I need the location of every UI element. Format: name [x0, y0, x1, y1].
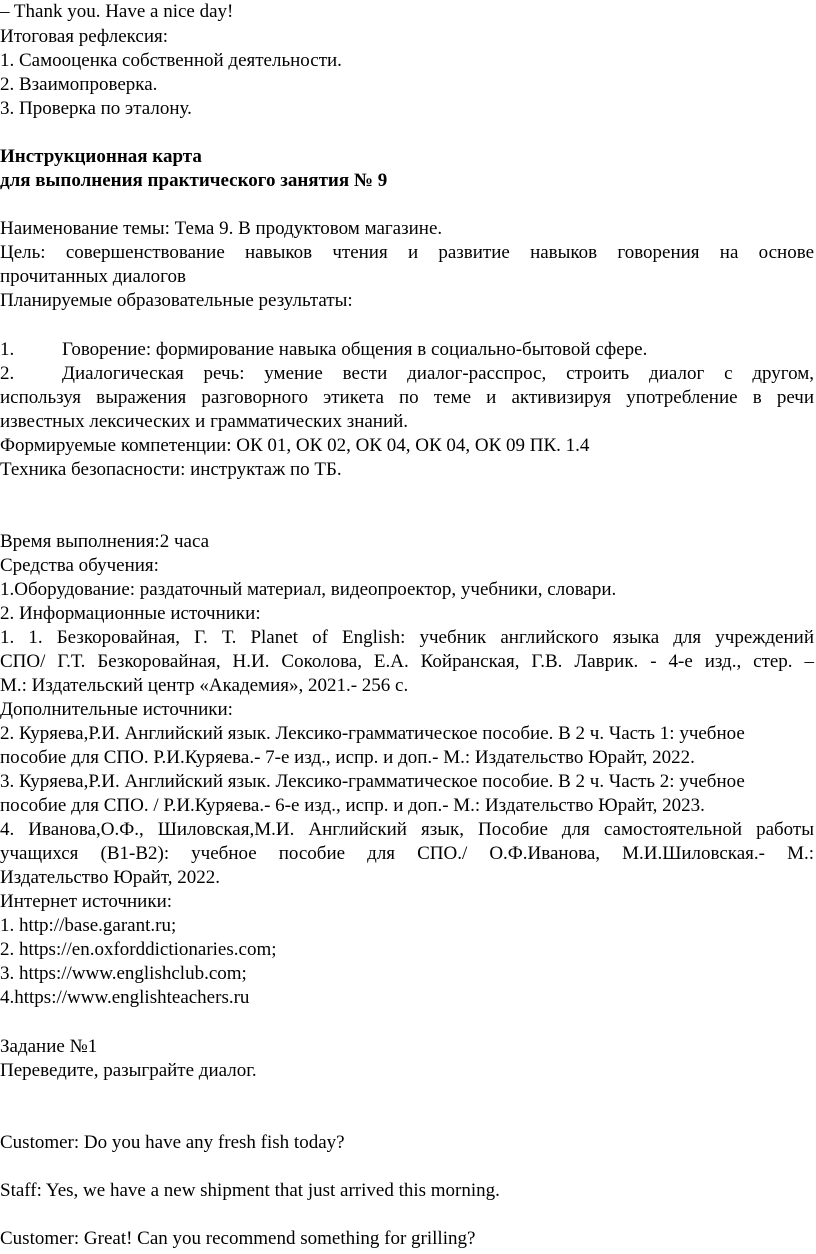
- reflection-item: 3. Проверка по эталону.: [0, 98, 192, 119]
- goal-line-cont: прочитанных диалогов: [0, 266, 186, 287]
- card-subtitle: для выполнения практического занятия № 9: [0, 170, 388, 191]
- dialog-line: Customer: Do you have any fresh fish today?: [0, 1132, 345, 1153]
- internet-link: 4.https://www.englishteachers.ru: [0, 987, 250, 1008]
- extra-sources-title: Дополнительные источники:: [0, 699, 233, 720]
- extra-source-line: [0, 818, 814, 842]
- equipment-line: 1.Оборудование: раздаточный материал, видеопроектор, учебники, словари.: [0, 579, 617, 600]
- task-title: Задание №1: [0, 1036, 98, 1057]
- internet-link: 1. http://base.garant.ru;: [0, 915, 177, 936]
- task-instruction: Переведите, разыграйте диалог.: [0, 1060, 257, 1081]
- dialog-line: Customer: Great! Can you recommend something for grilling?: [0, 1228, 476, 1249]
- time-line: Время выполнения:2 часа: [0, 531, 210, 552]
- extra-source-line: 3. Куряева,Р.И. Английский язык. Лексико-грамматическое пособие. В 2 ч. Часть 2: учебное: [0, 771, 745, 792]
- planned-results-title: Планируемые образовательные результаты:: [0, 290, 353, 311]
- extra-source-line: [0, 842, 814, 866]
- reflection-title: Итоговая рефлексия:: [0, 26, 169, 47]
- extra-source-line: пособие для СПО. Р.И.Куряева.- 7-е изд., испр. и доп.- М.: Издательство Юрайт, 2022.: [0, 747, 695, 768]
- means-title: Средства обучения:: [0, 555, 159, 576]
- planned-item-2-line: [0, 386, 814, 410]
- extra-source-line: Издательство Юрайт, 2022.: [0, 867, 220, 888]
- source-text: 1. 1. Безкоровайная, Г. Т. Planet of English: учебник английского языка для учреждений: [0, 627, 814, 648]
- internet-link: 3. https://www.englishclub.com;: [0, 963, 247, 984]
- source-text: 4. Иванова,О.Ф., Шиловская,М.И. Английский язык, Пособие для самостоятельной работы: [0, 819, 814, 840]
- card-title: Инструкционная карта: [0, 146, 202, 167]
- thanks-line: – Thank you. Have a nice day!: [0, 1, 234, 22]
- internet-link: 2. https://en.oxforddictionaries.com;: [0, 939, 277, 960]
- dialog-line: Staff: Yes, we have a new shipment that just arrived this morning.: [0, 1180, 500, 1201]
- source-text: учащихся (В1-В2): учебное пособие для СПО./ О.Ф.Иванова, М.И.Шиловская.- М.:: [0, 843, 814, 864]
- extra-source-line: пособие для СПО. / Р.И.Куряева.- 6-е изд., испр. и доп.- М.: Издательство Юрайт, 2023.: [0, 795, 705, 816]
- goal-text: Цель: совершенствование навыков чтения и развитие навыков говорения на основе: [0, 242, 814, 263]
- safety-line: Техника безопасности: инструктаж по ТБ.: [0, 459, 342, 480]
- info-sources-title: 2. Информационные источники:: [0, 603, 261, 624]
- item-number: 2.: [0, 363, 15, 384]
- internet-sources-title: Интернет источники:: [0, 891, 173, 912]
- topic-line: Наименование темы: Тема 9. В продуктовом магазине.: [0, 218, 443, 239]
- item-text: Говорение: формирование навыка общения в социально-бытовой сфере.: [62, 339, 648, 360]
- source-text: СПО/ Г.Т. Безкоровайная, Н.И. Соколова, Е.А. Койранская, Г.В. Лаврик. - 4-е изд., стер. –: [0, 651, 814, 672]
- goal-line: [0, 241, 814, 265]
- extra-source-line: 2. Куряева,Р.И. Английский язык. Лексико-грамматическое пособие. В 2 ч. Часть 1: учебное: [0, 723, 745, 744]
- item-text: используя выражения разговорного этикета по теме и активизируя употребление в речи: [0, 387, 814, 408]
- main-source-line: [0, 650, 814, 674]
- planned-item-2-line: [62, 362, 814, 386]
- item-text: Диалогическая речь: умение вести диалог-расспрос, строить диалог с другом,: [62, 363, 814, 384]
- competencies-line: Формируемые компетенции: ОК 01, ОК 02, ОК 04, ОК 04, ОК 09 ПК. 1.4: [0, 435, 590, 456]
- main-source-line: М.: Издательский центр «Академия», 2021.- 256 с.: [0, 675, 409, 696]
- item-number: 1.: [0, 339, 15, 360]
- main-source-line: [0, 626, 814, 650]
- planned-item-2-number: [0, 362, 62, 386]
- reflection-item: 1. Самооценка собственной деятельности.: [0, 50, 342, 71]
- planned-item-2-line: известных лексических и грамматических знаний.: [0, 411, 409, 432]
- reflection-item: 2. Взаимопроверка.: [0, 74, 158, 95]
